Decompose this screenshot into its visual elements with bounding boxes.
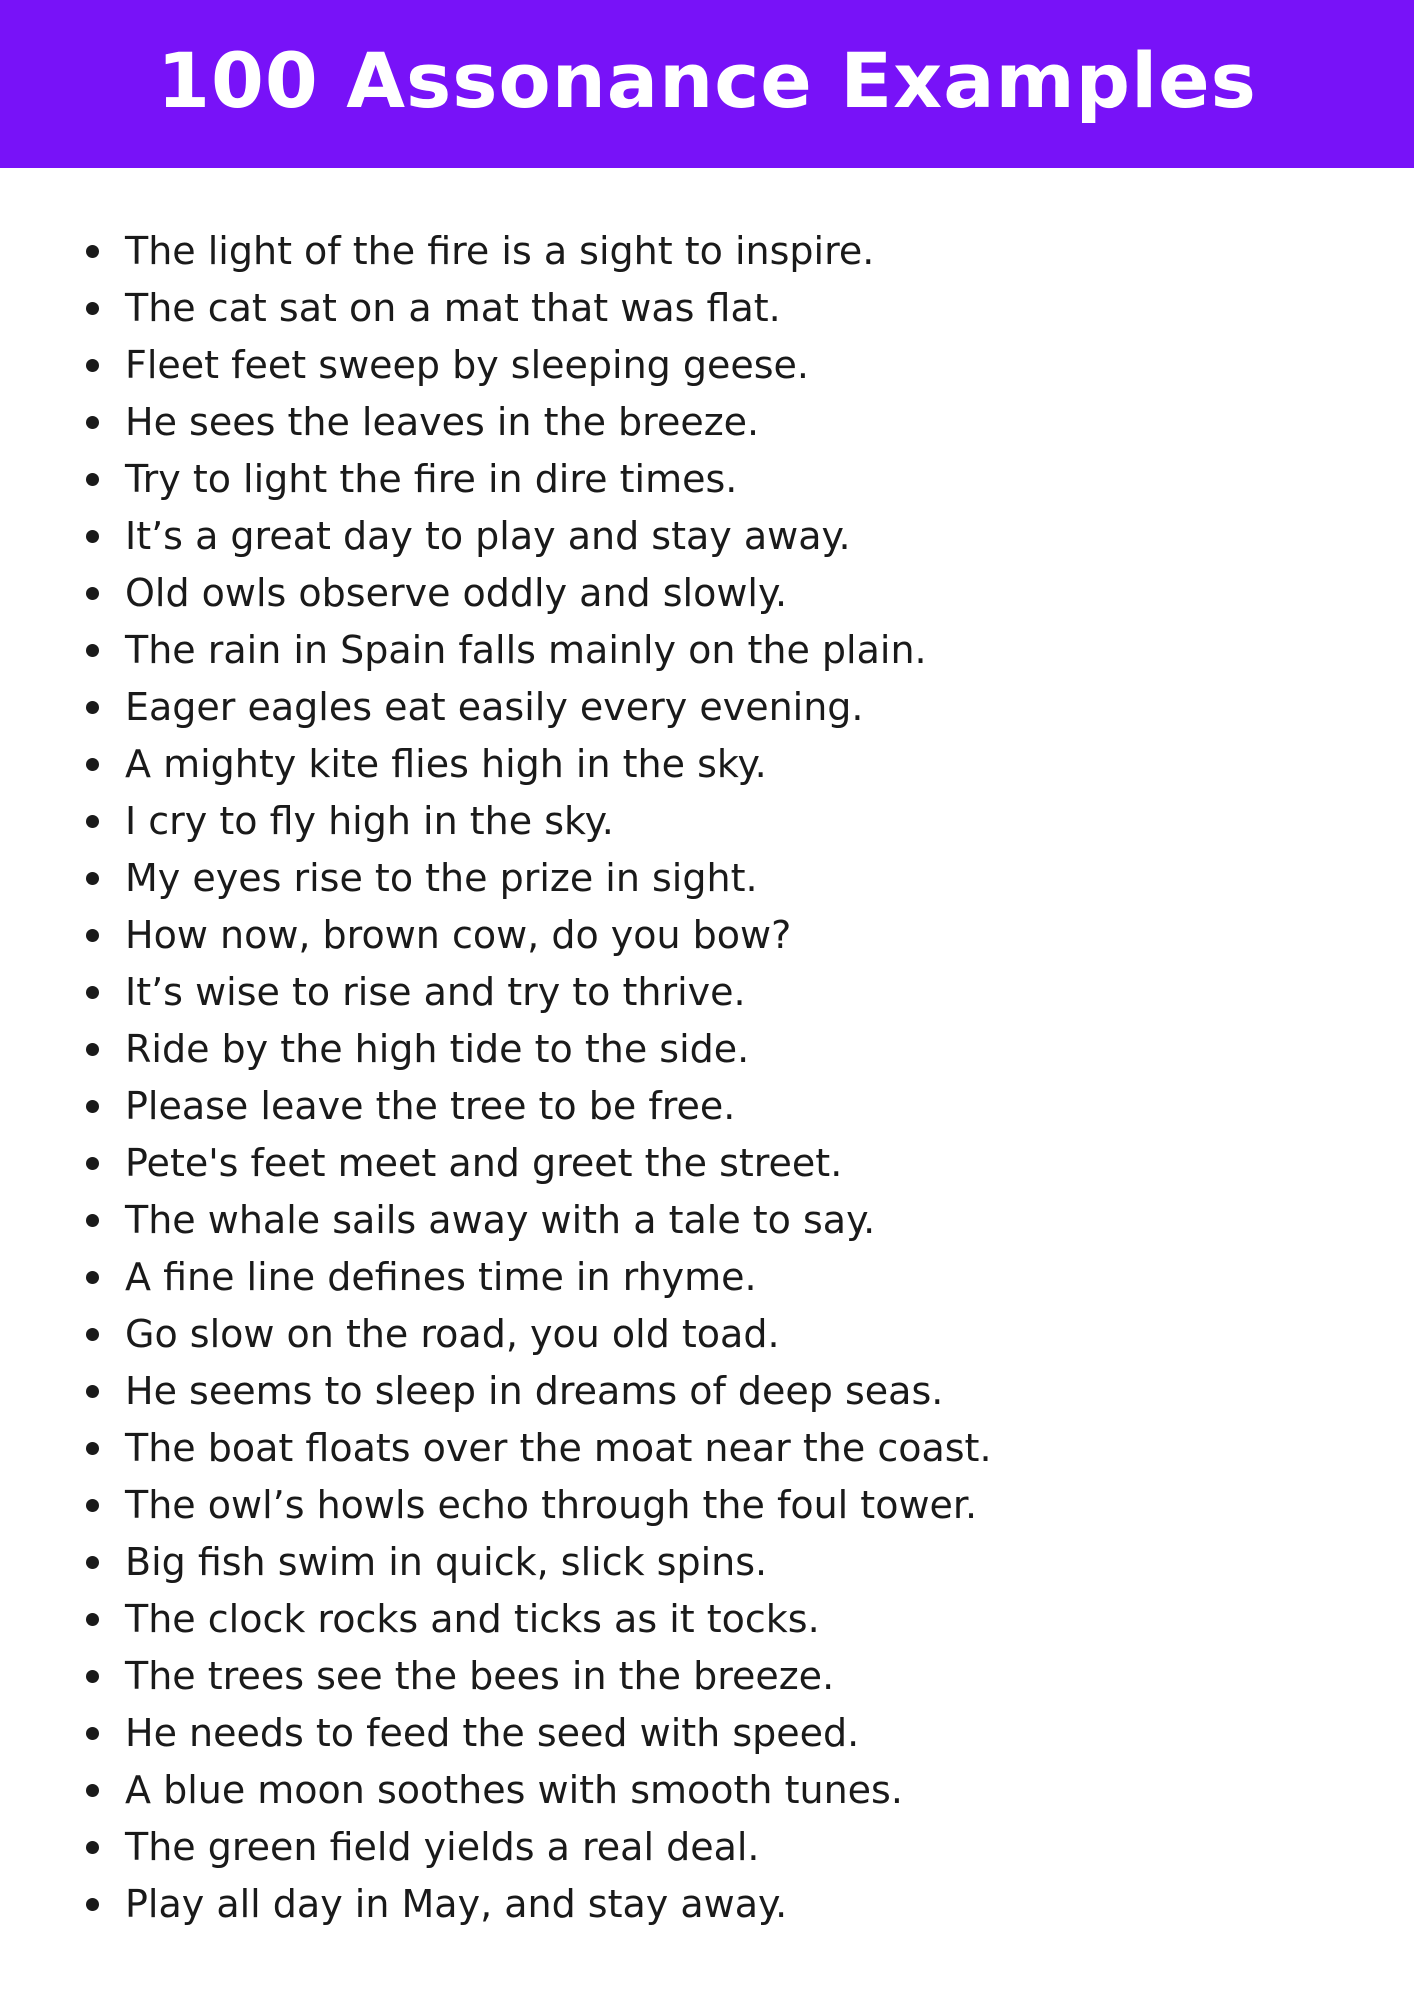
example-text: Go slow on the road, you old toad. [125,1311,780,1356]
list-item [0,1077,992,1134]
list-item [0,1476,992,1533]
example-text: He seems to sleep in dreams of deep seas. [125,1368,944,1413]
bullet-icon [86,473,99,486]
header-banner [0,0,1414,168]
bullet-icon [86,701,99,714]
list-item [0,222,992,279]
example-text: The cat sat on a mat that was flat. [125,285,781,330]
bullet-icon [86,1271,99,1284]
bullet-icon [86,758,99,771]
list-item [0,1419,992,1476]
list-item [0,1875,992,1932]
list-item [0,1590,992,1647]
list-item [0,1362,992,1419]
list-item [0,963,992,1020]
example-text: Old owls observe oddly and slowly. [125,570,788,615]
bullet-icon [86,1670,99,1683]
list-item [0,1533,992,1590]
bullet-icon [86,1442,99,1455]
bullet-icon [86,1499,99,1512]
example-text: A fine line defines time in rhyme. [125,1254,757,1299]
example-text: He sees the leaves in the breeze. [125,399,760,444]
bullet-icon [86,1784,99,1797]
bullet-icon [86,1328,99,1341]
list-item [0,1704,992,1761]
example-text: A mighty kite flies high in the sky. [125,741,767,786]
example-text: He needs to feed the seed with speed. [125,1710,860,1755]
list-item [0,1191,992,1248]
list-item [0,621,992,678]
examples-list [0,222,992,1932]
bullet-icon [86,587,99,600]
bullet-icon [86,530,99,543]
page-title: 100 Assonance Examples [157,36,1257,125]
list-item [0,735,992,792]
example-text: The boat floats over the moat near the coast. [125,1425,992,1470]
example-text: The clock rocks and ticks as it tocks. [125,1596,820,1641]
list-item [0,1248,992,1305]
bullet-icon [86,644,99,657]
example-text: The whale sails away with a tale to say. [125,1197,876,1242]
example-text: I cry to fly high in the sky. [125,798,614,843]
bullet-icon [86,1043,99,1056]
example-text: A blue moon soothes with smooth tunes. [125,1767,903,1812]
bullet-icon [86,1841,99,1854]
bullet-icon [86,872,99,885]
bullet-icon [86,359,99,372]
list-item [0,1305,992,1362]
list-item [0,678,992,735]
example-text: Fleet feet sweep by sleeping geese. [125,342,809,387]
bullet-icon [86,1898,99,1911]
example-text: Please leave the tree to be free. [125,1083,736,1128]
bullet-icon [86,986,99,999]
example-text: How now, brown cow, do you bow? [125,912,792,957]
example-text: The light of the fire is a sight to inspire. [125,228,875,273]
list-item [0,849,992,906]
example-text: The green field yields a real deal. [125,1824,760,1869]
bullet-icon [86,1385,99,1398]
bullet-icon [86,245,99,258]
list-item [0,1020,992,1077]
list-item [0,507,992,564]
example-text: It’s a great day to play and stay away. [125,513,851,558]
example-text: Ride by the high tide to the side. [125,1026,750,1071]
example-text: The trees see the bees in the breeze. [125,1653,835,1698]
bullet-icon [86,1157,99,1170]
bullet-icon [86,1214,99,1227]
bullet-icon [86,416,99,429]
example-text: The owl’s howls echo through the foul tower. [125,1482,978,1527]
list-item [0,450,992,507]
example-text: Big fish swim in quick, slick spins. [125,1539,768,1584]
bullet-icon [86,815,99,828]
example-text: Pete's feet meet and greet the street. [125,1140,843,1185]
example-text: The rain in Spain falls mainly on the plain. [125,627,927,672]
list-item [0,1818,992,1875]
list-item [0,792,992,849]
list-item [0,279,992,336]
list-item [0,906,992,963]
example-text: It’s wise to rise and try to thrive. [125,969,746,1014]
list-item [0,336,992,393]
example-text: Eager eagles eat easily every evening. [125,684,864,729]
bullet-icon [86,1556,99,1569]
example-text: Play all day in May, and stay away. [125,1881,788,1926]
list-item [0,1761,992,1818]
bullet-icon [86,1100,99,1113]
list-item [0,1134,992,1191]
bullet-icon [86,302,99,315]
list-item [0,1647,992,1704]
list-item [0,393,992,450]
bullet-icon [86,1613,99,1626]
bullet-icon [86,1727,99,1740]
list-item [0,564,992,621]
example-text: My eyes rise to the prize in sight. [125,855,758,900]
example-text: Try to light the fire in dire times. [125,456,738,501]
bullet-icon [86,929,99,942]
